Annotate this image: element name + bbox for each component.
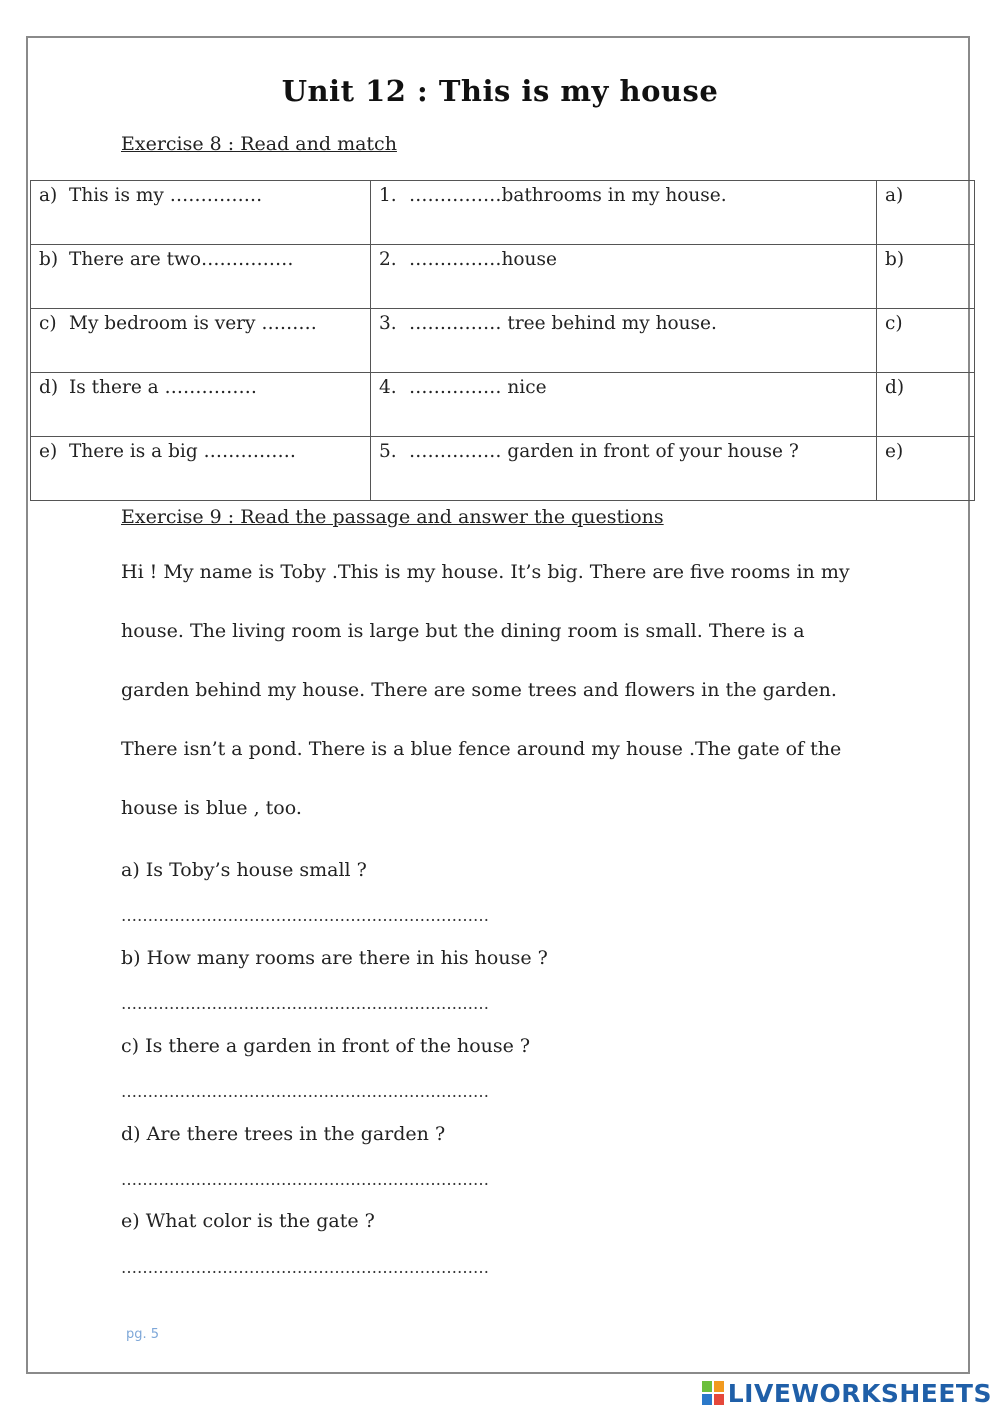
left-text: This is my …………… bbox=[69, 185, 263, 206]
question-c: c) Is there a garden in front of the house ? bbox=[121, 1035, 531, 1057]
left-text: There are two…………… bbox=[69, 249, 294, 270]
left-cell bbox=[31, 373, 371, 437]
answer-label: d) bbox=[885, 377, 905, 398]
table-row bbox=[31, 437, 975, 501]
right-number: 3. bbox=[379, 313, 397, 334]
answer-cell[interactable] bbox=[877, 245, 975, 309]
question-e: e) What color is the gate ? bbox=[121, 1210, 375, 1232]
right-cell bbox=[371, 437, 877, 501]
logo-square bbox=[702, 1394, 712, 1405]
right-text: ……………house bbox=[409, 249, 557, 270]
right-cell bbox=[371, 309, 877, 373]
answer-cell[interactable] bbox=[877, 181, 975, 245]
answer-line-a[interactable]: …………………………………………………………… bbox=[121, 906, 489, 925]
right-cell bbox=[371, 373, 877, 437]
page-title: Unit 12 : This is my house bbox=[281, 74, 719, 108]
table-row bbox=[31, 309, 975, 373]
left-text: Is there a …………… bbox=[69, 377, 258, 398]
passage-line: Hi ! My name is Toby .This is my house. It’s big. There are five rooms in my bbox=[121, 561, 850, 583]
right-text: …………… tree behind my house. bbox=[409, 313, 717, 334]
left-text: My bedroom is very ……… bbox=[69, 313, 317, 334]
answer-label: a) bbox=[885, 185, 904, 206]
right-cell bbox=[371, 181, 877, 245]
right-number: 2. bbox=[379, 249, 397, 270]
right-number: 1. bbox=[379, 185, 397, 206]
passage-line: There isn’t a pond. There is a blue fence around my house .The gate of the bbox=[121, 738, 842, 760]
exercise-8-heading: Exercise 8 : Read and match bbox=[121, 133, 397, 155]
logo-square bbox=[714, 1381, 724, 1392]
left-label: a) bbox=[39, 185, 58, 206]
liveworksheets-logo[interactable] bbox=[702, 1376, 992, 1410]
page-number: pg. 5 bbox=[126, 1327, 160, 1342]
answer-line-e[interactable]: …………………………………………………………… bbox=[121, 1258, 489, 1277]
question-a: a) Is Toby’s house small ? bbox=[121, 859, 367, 881]
reading-passage bbox=[121, 543, 881, 838]
passage-line: house. The living room is large but the dining room is small. There is a bbox=[121, 620, 805, 642]
exercise-9-heading: Exercise 9 : Read the passage and answer the questions bbox=[121, 506, 664, 528]
question-b: b) How many rooms are there in his house ? bbox=[121, 947, 548, 969]
passage-line: house is blue , too. bbox=[121, 797, 302, 819]
left-label: d) bbox=[39, 377, 59, 398]
left-label: b) bbox=[39, 249, 59, 270]
left-text: There is a big …………… bbox=[69, 441, 297, 462]
match-table bbox=[30, 180, 975, 501]
left-cell bbox=[31, 309, 371, 373]
table-row bbox=[31, 245, 975, 309]
left-cell bbox=[31, 181, 371, 245]
answer-label: e) bbox=[885, 441, 904, 462]
left-cell bbox=[31, 437, 371, 501]
logo-squares-icon bbox=[702, 1381, 724, 1405]
answer-line-b[interactable]: …………………………………………………………… bbox=[121, 994, 489, 1013]
answer-label: b) bbox=[885, 249, 905, 270]
left-cell bbox=[31, 245, 371, 309]
logo-square bbox=[702, 1381, 712, 1392]
right-text: …………… nice bbox=[409, 377, 547, 398]
right-text: …………… garden in front of your house ? bbox=[409, 441, 799, 462]
logo-square bbox=[714, 1394, 724, 1405]
table-row bbox=[31, 181, 975, 245]
right-number: 5. bbox=[379, 441, 397, 462]
answer-cell[interactable] bbox=[877, 373, 975, 437]
right-text: ……………bathrooms in my house. bbox=[409, 185, 727, 206]
answer-cell[interactable] bbox=[877, 437, 975, 501]
answer-line-d[interactable]: …………………………………………………………… bbox=[121, 1170, 489, 1189]
brand-name: LIVEWORKSHEETS bbox=[727, 1378, 992, 1408]
answer-cell[interactable] bbox=[877, 309, 975, 373]
right-number: 4. bbox=[379, 377, 397, 398]
answer-line-c[interactable]: …………………………………………………………… bbox=[121, 1082, 489, 1101]
answer-label: c) bbox=[885, 313, 903, 334]
question-d: d) Are there trees in the garden ? bbox=[121, 1123, 446, 1145]
passage-line: garden behind my house. There are some trees and flowers in the garden. bbox=[121, 679, 837, 701]
left-label: c) bbox=[39, 313, 57, 334]
right-cell bbox=[371, 245, 877, 309]
left-label: e) bbox=[39, 441, 58, 462]
table-row bbox=[31, 373, 975, 437]
